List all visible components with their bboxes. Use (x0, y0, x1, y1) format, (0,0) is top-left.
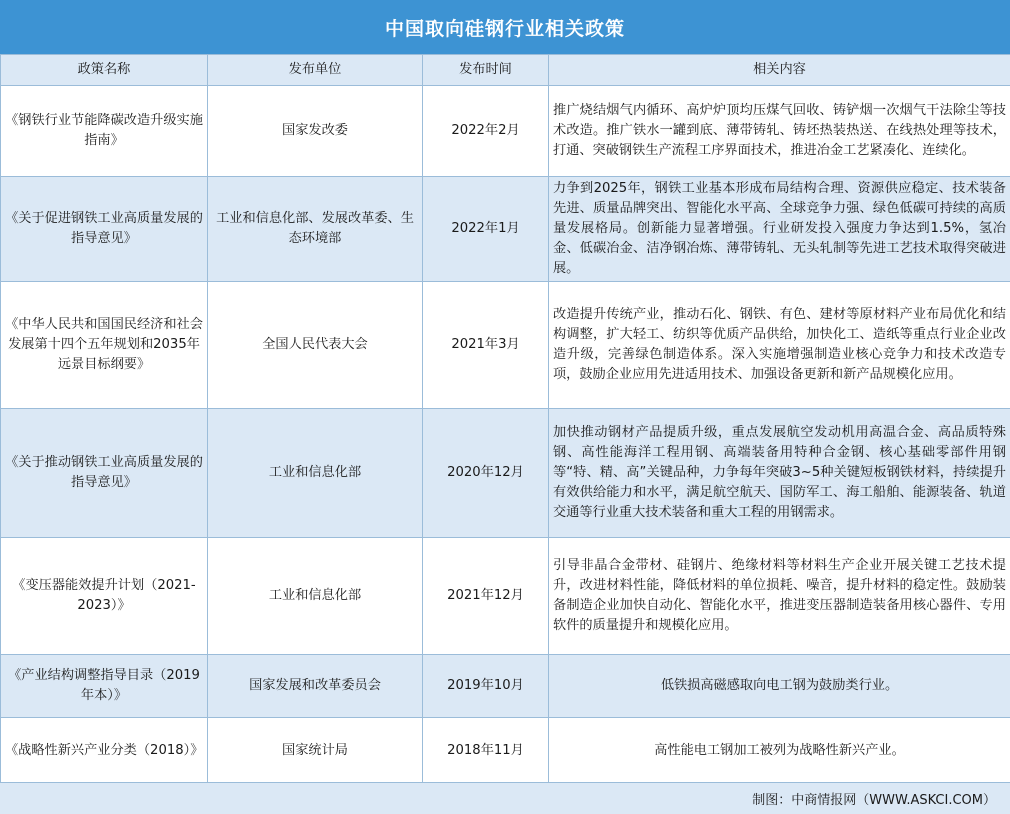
content-cell: 低铁损高磁感取向电工钢为鼓励类行业。 (549, 655, 1010, 718)
issuer-cell: 工业和信息化部 (208, 538, 423, 655)
issue-date-cell: 2021年12月 (423, 538, 549, 655)
issue-date-cell: 2022年2月 (423, 86, 549, 177)
column-header-date: 发布时间 (423, 55, 549, 86)
issuer-cell: 工业和信息化部 (208, 409, 423, 538)
policy-table (0, 54, 1010, 784)
table-header-row (1, 55, 1010, 86)
content-cell: 加快推动钢材产品提质升级，重点发展航空发动机用高温合金、高品质特殊钢、高性能海洋工程用钢、高端装备用特种合金钢、核心基础零部件用钢等“特、精、高”关键品种，力争每年突破3~5种关键短板钢铁材料，持续提升有效供给能力和水平，满足航空航天、国防军工、海工船舶、能源装备、轨道交通等行业重大技术装备和重大工程的用钢需求。 (549, 409, 1010, 538)
issue-date-cell: 2020年12月 (423, 409, 549, 538)
issuer-cell: 全国人民代表大会 (208, 282, 423, 409)
issuer-cell: 国家发展和改革委员会 (208, 655, 423, 718)
issuer-cell: 国家发改委 (208, 86, 423, 177)
policy-name-cell: 《钢铁行业节能降碳改造升级实施指南》 (1, 86, 208, 177)
content-cell: 力争到2025年，钢铁工业基本形成布局结构合理、资源供应稳定、技术装备先进、质量品牌突出、智能化水平高、全球竞争力强、绿色低碳可持续的高质量发展格局。创新能力显著增强。行业研发投入强度力争达到1.5%，氢冶金、低碳冶金、洁净钢冶炼、薄带铸轧、无头轧制等先进工艺技术取得突破进展。 (549, 177, 1010, 282)
policy-name-cell: 《战略性新兴产业分类（2018）》 (1, 718, 208, 784)
content-cell: 推广烧结烟气内循环、高炉炉顶均压煤气回收、铸铲烟一次烟气干法除尘等技术改造。推广铁水一罐到底、薄带铸轧、铸坯热装热送、在线热处理等技术，打通、突破钢铁生产流程工序界面技术，推进冶金工艺紧凑化、连续化。 (549, 86, 1010, 177)
content-cell: 引导非晶合金带材、硅钢片、绝缘材料等材料生产企业开展关键工艺技术提升，改进材料性能，降低材料的单位损耗、噪音，提升材料的稳定性。鼓励装备制造企业加快自动化、智能化水平，推进变压器制造装备用核心器件、专用软件的质量提升和规模化应用。 (549, 538, 1010, 655)
issue-date-cell: 2022年1月 (423, 177, 549, 282)
policy-name-cell: 《变压器能效提升计划（2021-2023）》 (1, 538, 208, 655)
source-credit (0, 782, 1010, 814)
column-header-content: 相关内容 (549, 55, 1010, 86)
policy-name-cell: 《关于促进钢铁工业高质量发展的指导意见》 (1, 177, 208, 282)
table-row (1, 718, 1010, 784)
table-row (1, 538, 1010, 655)
table-row (1, 177, 1010, 282)
content-cell: 改造提升传统产业，推动石化、钢铁、有色、建材等原材料产业布局优化和结构调整，扩大轻工、纺织等优质产品供给，加快化工、造纸等重点行业企业改造升级，完善绿色制造体系。深入实施增强制造业核心竞争力和技术改造专项，鼓励企业应用先进适用技术、加强设备更新和新产品规模化应用。 (549, 282, 1010, 409)
issuer-cell: 国家统计局 (208, 718, 423, 784)
content-cell: 高性能电工钢加工被列为战略性新兴产业。 (549, 718, 1010, 784)
policy-name-cell: 《关于推动钢铁工业高质量发展的指导意见》 (1, 409, 208, 538)
table-row (1, 655, 1010, 718)
table-title: 中国取向硅钢行业相关政策 (0, 0, 1010, 54)
issuer-cell: 工业和信息化部、发展改革委、生态环境部 (208, 177, 423, 282)
table-row (1, 409, 1010, 538)
table-row (1, 86, 1010, 177)
issue-date-cell: 2019年10月 (423, 655, 549, 718)
table-row (1, 282, 1010, 409)
issue-date-cell: 2018年11月 (423, 718, 549, 784)
policy-name-cell: 《中华人民共和国国民经济和社会发展第十四个五年规划和2035年远景目标纲要》 (1, 282, 208, 409)
issue-date-cell: 2021年3月 (423, 282, 549, 409)
source-credit-text: 制图：中商情报网（WWW.ASKCI.COM） (752, 793, 996, 808)
column-header-org: 发布单位 (208, 55, 423, 86)
policy-name-cell: 《产业结构调整指导目录（2019年本）》 (1, 655, 208, 718)
column-header-name: 政策名称 (1, 55, 208, 86)
